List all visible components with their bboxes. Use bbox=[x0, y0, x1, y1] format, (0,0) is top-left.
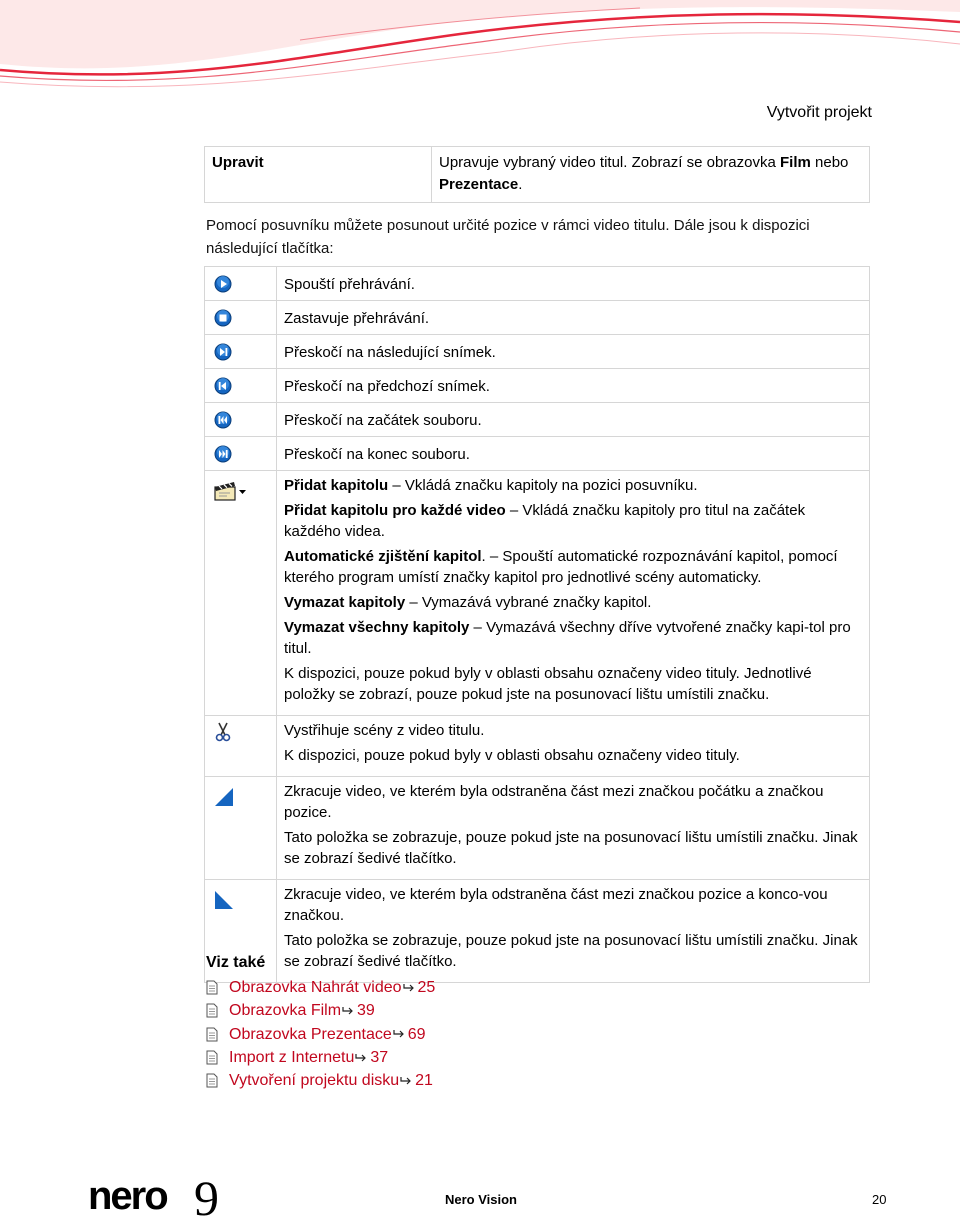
dash: – bbox=[505, 502, 523, 519]
control-text: Spouští přehrávání. bbox=[277, 267, 870, 301]
table-row bbox=[205, 267, 870, 301]
description-cell bbox=[432, 147, 870, 203]
dash: . – bbox=[481, 548, 503, 565]
trim-start-line: Zkracuje video, ve kterém byla odstraněna část mezi značkou počátku a značkou pozice. bbox=[284, 783, 824, 821]
see-also-link[interactable] bbox=[206, 1046, 435, 1069]
icon-cell bbox=[205, 301, 277, 335]
see-also-link[interactable] bbox=[206, 999, 435, 1022]
icon-cell bbox=[205, 471, 277, 716]
arrow-right-icon bbox=[400, 1076, 412, 1086]
nero-logo bbox=[88, 1175, 238, 1221]
section-title: Vytvořit projekt bbox=[766, 104, 872, 121]
chapter-term: Přidat kapitolu bbox=[284, 477, 389, 494]
trim-start-icon bbox=[214, 787, 234, 807]
chapter-term: Vymazat všechny kapitoly bbox=[284, 619, 470, 636]
scissors-icon bbox=[214, 722, 232, 742]
desc-text: Upravuje vybraný video titul. Zobrazí se obrazovka bbox=[439, 154, 780, 171]
film-keyword: Film bbox=[780, 154, 811, 171]
link-text[interactable]: Vytvoření projektu disku bbox=[229, 1072, 400, 1090]
trim-end-note: Tato položka se zobrazuje, pouze pokud jste na posunovací lištu umístili značku. Jinak se zobrazí šedivé tlačítko. bbox=[284, 932, 858, 970]
document-icon bbox=[206, 1050, 218, 1065]
skip-to-end-icon bbox=[214, 445, 232, 463]
chapter-desc: Vymazává všechny dříve vytvořené značky kapi-tol pro titul. bbox=[284, 619, 851, 657]
icon-cell bbox=[205, 335, 277, 369]
dash: – bbox=[405, 594, 422, 611]
stop-icon bbox=[214, 309, 232, 327]
table-row bbox=[205, 471, 870, 716]
link-page: 69 bbox=[407, 1025, 426, 1043]
link-text[interactable]: Obrazovka Prezentace bbox=[229, 1025, 392, 1043]
dash: – bbox=[469, 619, 487, 636]
header-swoosh-decoration bbox=[0, 0, 960, 100]
table-row bbox=[205, 369, 870, 403]
link-page: 21 bbox=[415, 1072, 433, 1090]
chapter-term: Přidat kapitolu pro každé video bbox=[284, 502, 506, 519]
arrow-right-icon bbox=[403, 983, 415, 993]
table-row bbox=[205, 335, 870, 369]
chapters-description bbox=[277, 471, 870, 716]
icon-cell bbox=[205, 369, 277, 403]
cut-description bbox=[277, 716, 870, 777]
next-frame-icon bbox=[214, 343, 232, 361]
link-page: 39 bbox=[357, 1002, 375, 1020]
logo-wordmark: nero bbox=[88, 1175, 167, 1218]
term-cell bbox=[205, 147, 432, 203]
trim-start-description bbox=[277, 777, 870, 880]
link-text[interactable]: Import z Internetu bbox=[229, 1049, 355, 1067]
presentation-keyword: Prezentace bbox=[439, 176, 519, 193]
see-also-link[interactable] bbox=[206, 976, 435, 999]
chapter-item bbox=[284, 617, 863, 659]
chapter-term: Vymazat kapitoly bbox=[284, 594, 406, 611]
cut-line: Vystřihuje scény z video titulu. bbox=[284, 722, 485, 739]
control-text: Zastavuje přehrávání. bbox=[277, 301, 870, 335]
chapter-desc: Vkládá značku kapitoly na pozici posuvníku. bbox=[404, 477, 698, 494]
chapter-item bbox=[284, 500, 863, 542]
table-row bbox=[205, 437, 870, 471]
buttons-table bbox=[204, 266, 870, 983]
arrow-right-icon bbox=[342, 1006, 354, 1016]
link-text[interactable]: Obrazovka Film bbox=[229, 1002, 342, 1020]
trim-end-icon bbox=[214, 890, 234, 910]
chapter-item bbox=[284, 475, 863, 496]
edit-info-table bbox=[204, 146, 870, 203]
cut-note: K dispozici, pouze pokud byly v oblasti obsahu označeny video tituly. bbox=[284, 747, 740, 764]
icon-cell bbox=[205, 267, 277, 301]
see-also-link[interactable] bbox=[206, 1023, 435, 1046]
table-row bbox=[205, 880, 870, 983]
dash: – bbox=[388, 477, 405, 494]
link-page: 25 bbox=[417, 979, 436, 997]
desc-text: . bbox=[518, 176, 523, 193]
icon-cell bbox=[205, 716, 277, 777]
control-text: Přeskočí na konec souboru. bbox=[277, 437, 870, 471]
table-row bbox=[205, 716, 870, 777]
see-also-link[interactable] bbox=[206, 1069, 435, 1092]
chapter-desc: Vkládá značku kapitoly pro titul na začátek každého videa. bbox=[284, 502, 806, 540]
arrow-right-icon bbox=[393, 1029, 405, 1039]
trim-end-line: Zkracuje video, ve kterém byla odstraněna část mezi značkou pozice a konco-vou značkou. bbox=[284, 886, 828, 924]
chapter-term: Automatické zjištění kapitol bbox=[284, 548, 482, 565]
trim-start-note: Tato položka se zobrazuje, pouze pokud jste na posunovací lištu umístili značku. Jinak se zobrazí šedivé tlačítko. bbox=[284, 829, 858, 867]
clapperboard-dropdown-icon bbox=[214, 481, 248, 501]
chapter-item bbox=[284, 546, 863, 588]
see-also-title: Viz také bbox=[206, 954, 266, 971]
control-text: Přeskočí na začátek souboru. bbox=[277, 403, 870, 437]
document-icon bbox=[206, 1073, 218, 1088]
desc-text: nebo bbox=[810, 154, 849, 171]
table-row bbox=[205, 403, 870, 437]
see-also-list bbox=[206, 976, 435, 1092]
icon-cell bbox=[205, 403, 277, 437]
logo-version: 9 bbox=[194, 1175, 219, 1221]
table-row bbox=[205, 147, 870, 203]
control-text: Přeskočí na předchozí snímek. bbox=[277, 369, 870, 403]
document-icon bbox=[206, 980, 218, 995]
term-upravit: Upravit bbox=[212, 154, 264, 171]
chapter-item bbox=[284, 592, 863, 613]
document-icon bbox=[206, 1003, 218, 1018]
table-row bbox=[205, 301, 870, 335]
link-text[interactable]: Obrazovka Nahrát video bbox=[229, 979, 402, 997]
table-row bbox=[205, 777, 870, 880]
chapter-desc: Vymazává vybrané značky kapitol. bbox=[421, 594, 652, 611]
intro-paragraph: Pomocí posuvníku můžete posunout určité pozice v rámci video titulu. Dále jsou k dispozici následující tlačítka: bbox=[206, 217, 810, 257]
previous-frame-icon bbox=[214, 377, 232, 395]
arrow-right-icon bbox=[355, 1053, 367, 1063]
skip-to-start-icon bbox=[214, 411, 232, 429]
link-page: 37 bbox=[370, 1049, 389, 1067]
chapter-desc: Spouští automatické rozpoznávání kapitol, pomocí kterého program umístí značky kapitol pro jednotlivé scény automaticky. bbox=[284, 548, 838, 586]
availability-note: K dispozici, pouze pokud byly v oblasti obsahu označeny video tituly. Jednotlivé položky se zobrazí, pouze pokud jste na posunovací lištu umístili značku. bbox=[284, 665, 812, 703]
play-icon bbox=[214, 275, 232, 293]
page-number: 20 bbox=[872, 1192, 887, 1207]
icon-cell bbox=[205, 777, 277, 880]
control-text: Přeskočí na následující snímek. bbox=[277, 335, 870, 369]
document-icon bbox=[206, 1027, 218, 1042]
icon-cell bbox=[205, 437, 277, 471]
trim-end-description bbox=[277, 880, 870, 983]
footer-product: Nero Vision bbox=[445, 1192, 518, 1207]
